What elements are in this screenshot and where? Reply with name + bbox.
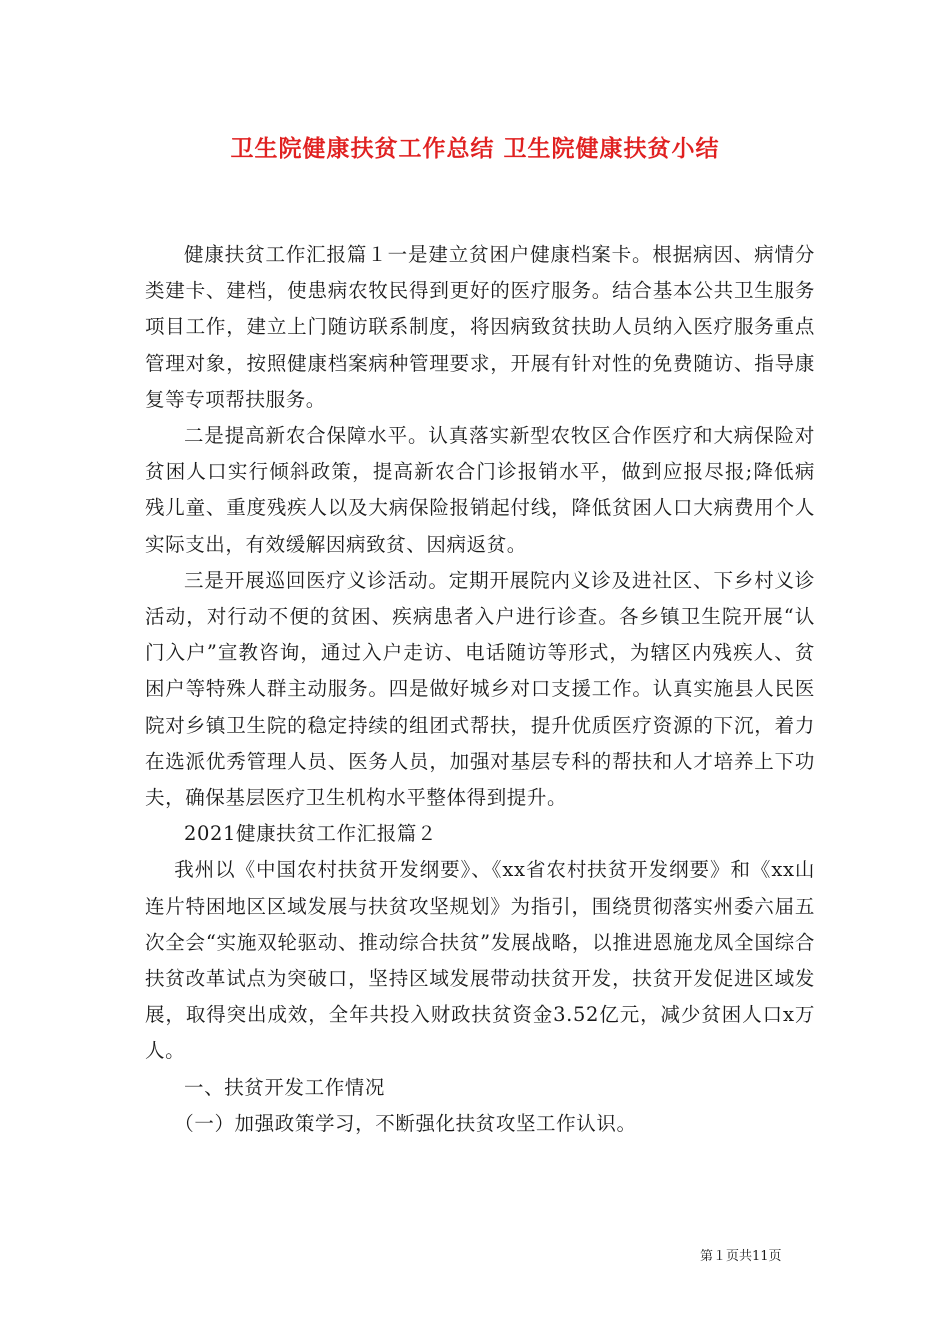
subsection-heading-1: （一）加强政策学习，不断强化扶贫攻坚工作认识。	[174, 1111, 637, 1135]
section-heading-1: 一、扶贫开发工作情况	[184, 1075, 386, 1099]
document-body	[145, 237, 815, 1142]
section-heading-report-2: 2021健康扶贫工作汇报篇２	[184, 822, 438, 846]
paragraph-1: 健康扶贫工作汇报篇１一是建立贫困户健康档案卡。根据病因、病情分类建卡、建档，使患病农牧民得到更好的医疗服务。结合基本公共卫生服务项目工作，建立上门随访联系制度，将因病致贫扶助人员纳入医疗服务重点管理对象，按照健康档案病种管理要求，开展有针对性的免费随访、指导康复等专项帮扶服务。	[145, 243, 815, 411]
page-number: 第１页共11页	[700, 1249, 782, 1264]
paragraph-2: 二是提高新农合保障水平。认真落实新型农牧区合作医疗和大病保险对贫困人口实行倾斜政策，提高新农合门诊报销水平，做到应报尽报;降低病残儿童、重度残疾人以及大病保险报销起付线，降低贫困人口大病费用个人实际支出，有效缓解因病致贫、因病返贫。	[145, 424, 815, 556]
document-title: 卫生院健康扶贫工作总结 卫生院健康扶贫小结	[230, 135, 720, 162]
paragraph-3: 三是开展巡回医疗义诊活动。定期开展院内义诊及进社区、下乡村义诊活动，对行动不便的贫困、疾病患者入户进行诊查。各乡镇卫生院开展“认门入户”宣教咨询，通过入户走访、电话随访等形式，为辖区内残疾人、贫困户等特殊人群主动服务。四是做好城乡对口支援工作。认真实施县人民医院对乡镇卫生院的稳定持续的组团式帮扶，提升优质医疗资源的下沉，着力在选派优秀管理人员、医务人员，加强对基层专科的帮扶和人才培养上下功夫，确保基层医疗卫生机构水平整体得到提升。	[145, 568, 815, 810]
paragraph-4: 我州以《中国农村扶贫开发纲要》、《xx省农村扶贫开发纲要》和《xx山连片特困地区区域发展与扶贫攻坚规划》为指引，围绕贯彻落实州委六届五次全会“实施双轮驱动、推动综合扶贫”发展战略，以推进恩施龙凤全国综合扶贫改革试点为突破口，坚持区域发展带动扶贫开发，扶贫开发促进区域发展，取得突出成效，全年共投入财政扶贫资金3.52亿元，减少贫困人口x万人。	[145, 858, 815, 1063]
